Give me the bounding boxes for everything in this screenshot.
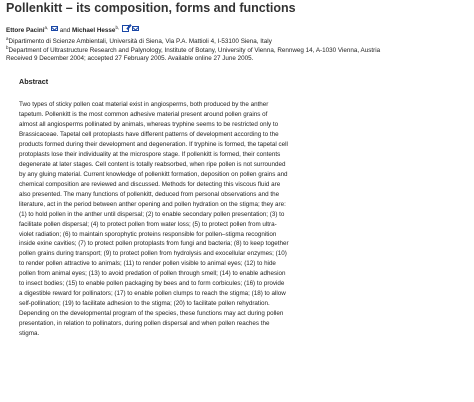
abstract-line: Depending on the developmental program of the species, these functions may act during pollen (19, 310, 284, 318)
affiliation-sup-a: a (6, 35, 9, 41)
affiliation-text-a: Dipartimento di Scienze Ambientali, Università di Siena, Via P.A. Mattioli 4, I-53100 Siena, Italy (8, 38, 272, 45)
affiliation-b (6, 44, 468, 56)
author-sup-1: a, (44, 24, 49, 30)
abstract-line: degenerate at later stages. Cell content is totally reabsorbed, when ripe pollen is not surrounded (19, 160, 286, 168)
author-name-1[interactable]: Ettore Pacini (6, 27, 45, 34)
affiliations (6, 35, 468, 64)
affiliation-sup-b: b (6, 44, 9, 50)
edit-icon[interactable] (122, 25, 129, 32)
abstract-line: to insect bodies; (15) to enable pollen packaging by bees and to form corbicules; (16) to provide (19, 280, 285, 288)
abstract-line: chemical composition are reviewed and discussed. Methods for detecting this viscous fluid are (19, 180, 281, 188)
affiliation-a (6, 35, 468, 47)
abstract-line: protoplasts lose their individuality at the microspore stage. If pollenkitt is formed, their contents (19, 150, 281, 158)
abstract-line: inside exine cavities; (7) to protect pollen protoplasts from fungi and bacteria; (8) to keep together (19, 240, 289, 248)
abstract-line: to render pollen attractive to animals; (11) to render pollen visible to animal eyes; (12) to hide (19, 260, 276, 268)
abstract-line: pollen grains during transport; (9) to protect pollen from hydrolysis and exocellular enzymes; (10) (19, 250, 287, 258)
abstract-line: pollen from animal eyes; (13) to avoid predation of pollen through smell; (14) to enable adhesion (19, 270, 286, 278)
author-sup-2: b, (115, 24, 120, 30)
abstract-line: (1) to hold pollen in the anther until dispersal; (2) to enable secondary pollen presentation; (3) to (19, 210, 285, 218)
envelope-icon[interactable] (132, 26, 139, 31)
envelope-icon[interactable] (51, 26, 58, 31)
abstract-line: self-pollination; (19) to facilitate adhesion to the stigma; (20) to facilitate pollen rehydration. (19, 300, 270, 308)
author-and: and (59, 27, 73, 34)
abstract-line: by any gluing material. Current knowledge of pollenkitt formation, deposition on pollen grains and (19, 170, 288, 178)
author-line (6, 25, 468, 35)
abstract-line: violet radiation; (6) to maintain sporophytic proteins responsible for pollen–stigma recognition (19, 230, 277, 238)
abstract-line: stigma. (19, 330, 40, 338)
abstract-line: tapetum. Pollenkitt is the most common adhesive material present around pollen grains of (19, 111, 268, 119)
affiliation-text-b: Department of Ultrastructure Research and Palynology, Institute of Botany, University of Vienna, Rennweg 14, A-1030 Vienna, Austria (8, 46, 381, 54)
received-dates: Received 9 December 2004; accepted 27 February 2005. Available online 27 June 2005. (6, 55, 254, 63)
abstract-body (19, 100, 349, 339)
abstract-line: a digestible reward for pollinators; (17) to enable pollen clumps to reach the stigma; (18) to allow (19, 290, 286, 298)
abstract-line: presentation, in relation to pollinators, during pollen dispersal and when pollen reaches the (19, 320, 270, 328)
abstract-line: Two types of sticky pollen coat material exist in angiosperms, both produced by the anther (19, 101, 269, 109)
abstract-line: facilitate pollen dispersal; (4) to protect pollen from water loss; (5) to protect pollen from ultra- (19, 220, 277, 228)
abstract-line: almost all angiosperms pollinated by animals, whereas tryphine seems to be restricted only to (19, 121, 279, 129)
abstract-heading: Abstract (19, 77, 49, 87)
article-title: Pollenkitt – its composition, forms and functions (6, 1, 296, 15)
abstract-line: Brassicaceae. Tapetal cell protoplasts have different patterns of development according to the (19, 130, 279, 138)
abstract-line: also presented. The many functions of pollenkitt, deduced from personal observations and the (19, 190, 280, 198)
author-name-2[interactable]: Michael Hesse (72, 27, 116, 34)
abstract-line: products formed during their development and degeneration. If tryphine is formed, the tapetal cell (19, 140, 288, 148)
abstract-line: literature, act in the period between anther opening and pollen hydration on the stigma; they are: (19, 200, 286, 208)
